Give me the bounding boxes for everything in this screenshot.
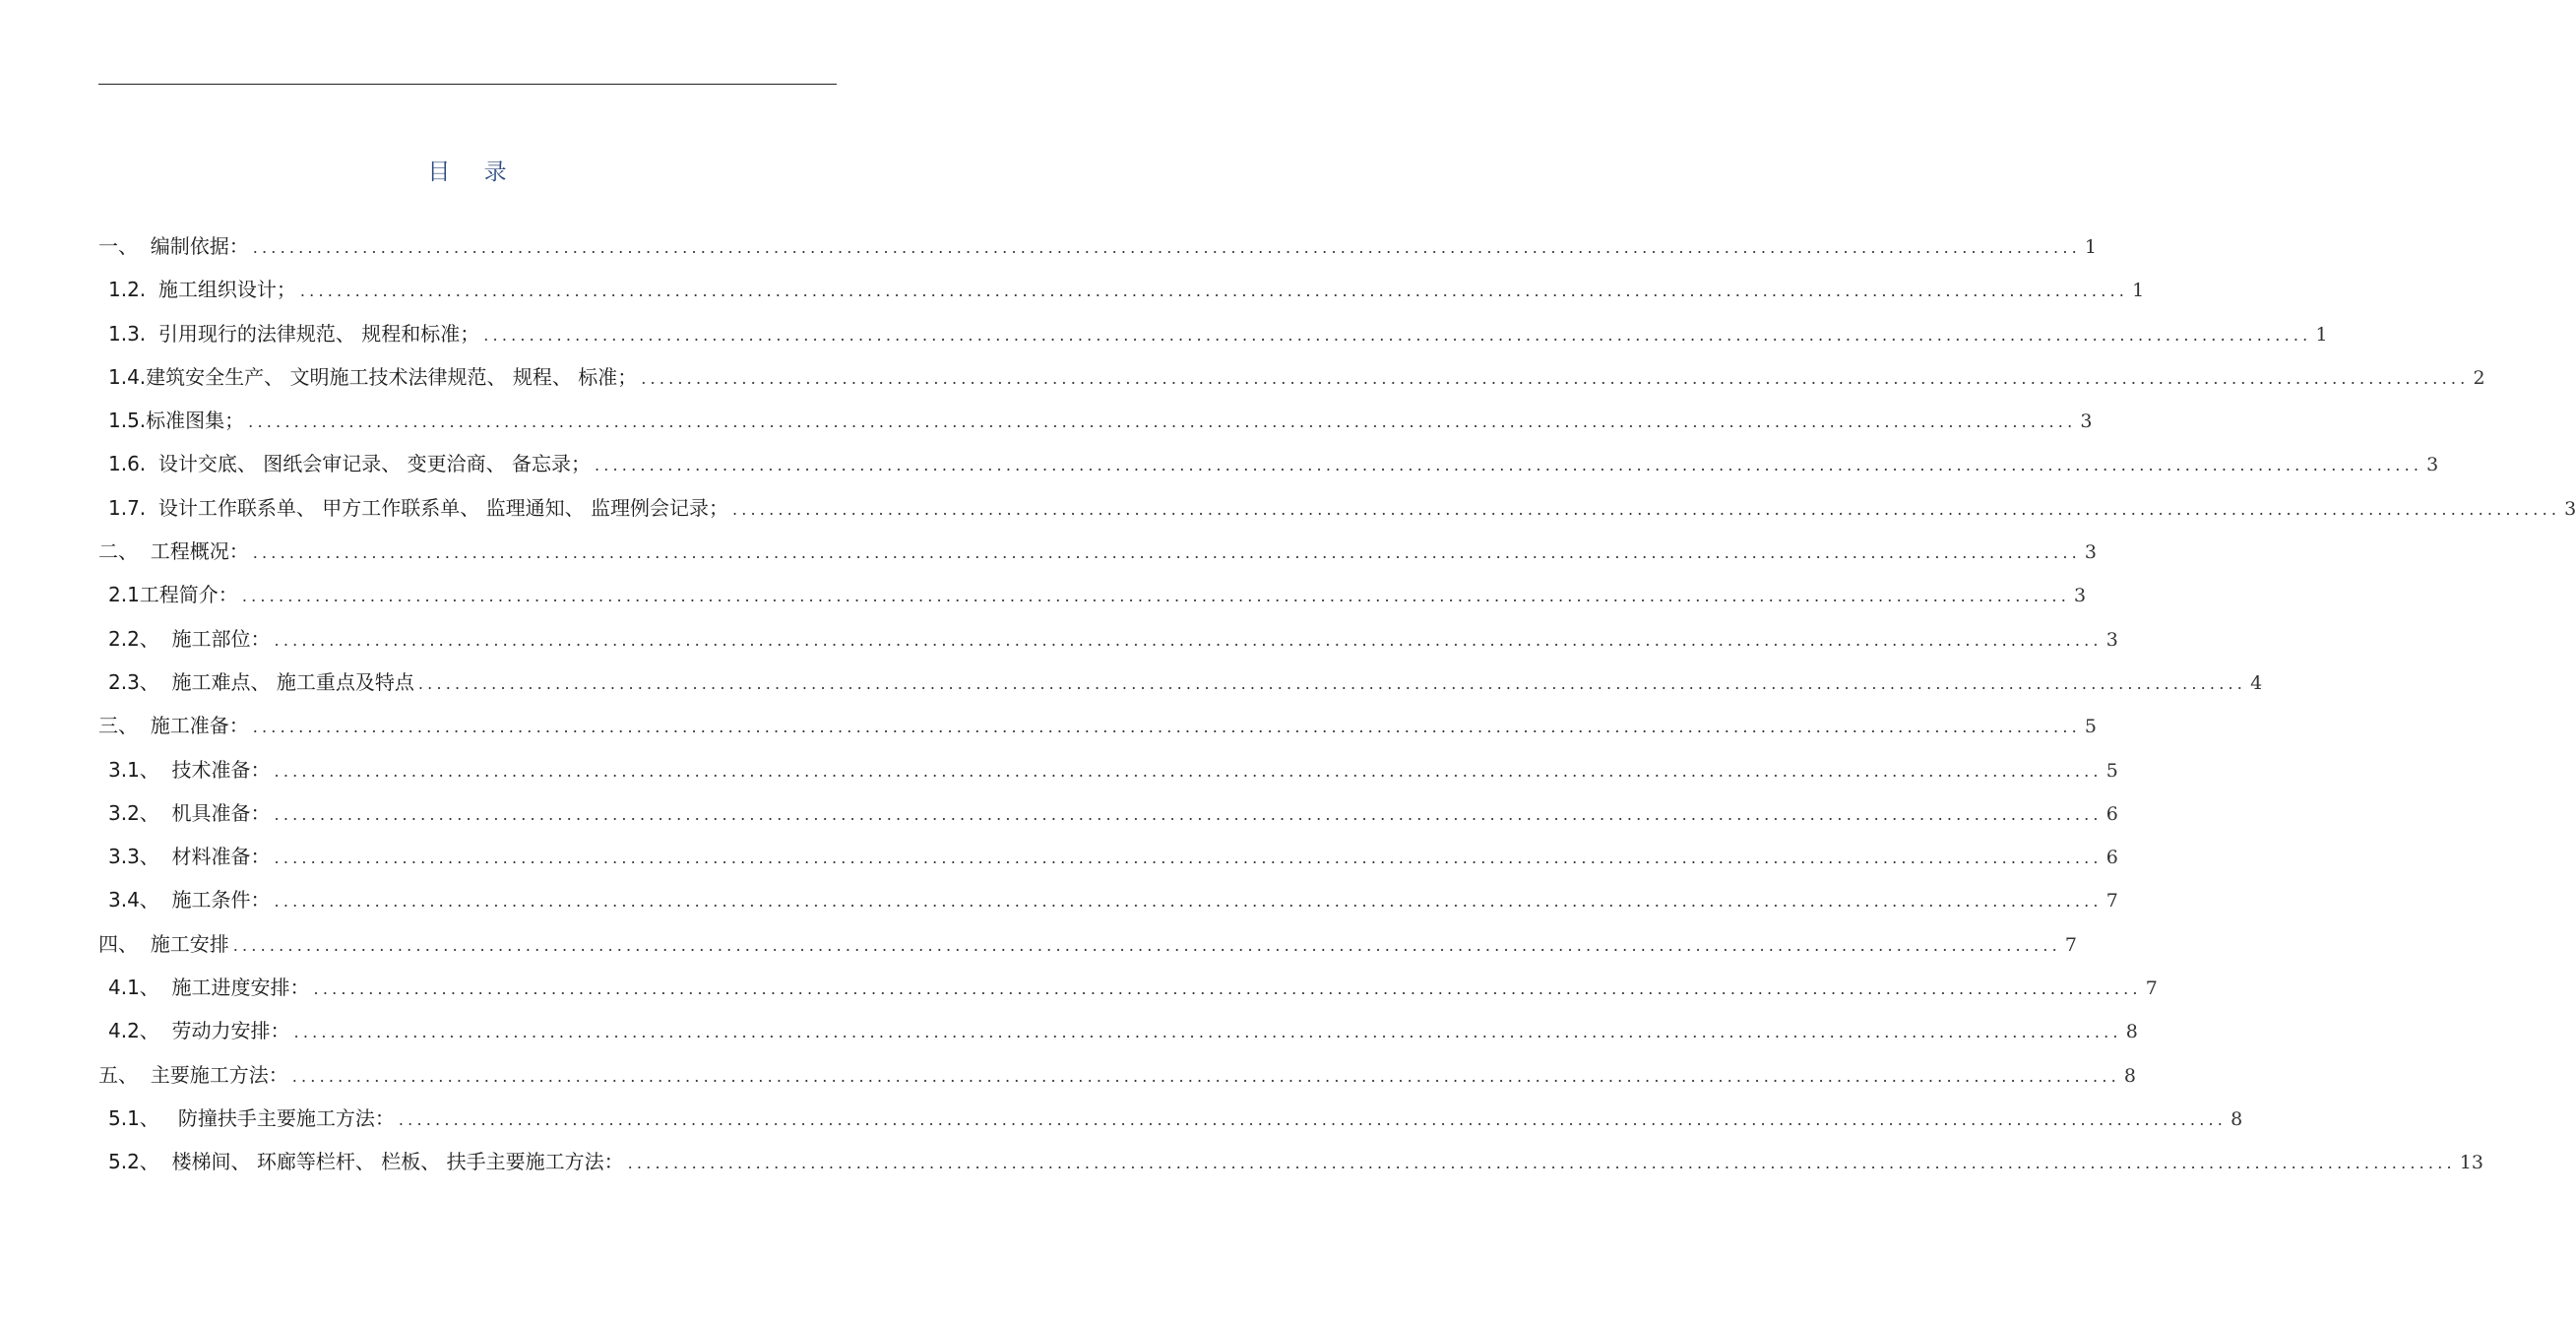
toc-dot-leader: ........................................................................................................................................................................................................ bbox=[398, 1109, 2228, 1129]
toc-dot-leader: ........................................................................................................................................................................................................ bbox=[483, 325, 2312, 345]
toc-entry-label: 1.7. 设计工作联系单、 甲方工作联系单、 监理通知、 监理例会记录； bbox=[108, 495, 728, 520]
toc-entry-label: 3.4、 施工条件： bbox=[108, 888, 271, 913]
toc-entry-label: 1.6. 设计交底、 图纸会审记录、 变更洽商、 备忘录； bbox=[108, 452, 591, 476]
toc-page-number: 1 bbox=[2084, 236, 2097, 258]
toc-page-number: 8 bbox=[2125, 1021, 2138, 1043]
toc-dot-leader: ........................................................................................................................................................................................................ bbox=[299, 282, 2129, 301]
toc-page-number: 3 bbox=[2080, 410, 2093, 433]
table-of-contents bbox=[98, 224, 2576, 1184]
toc-entry-label: 4.1、 施工进度安排： bbox=[108, 976, 310, 1000]
toc-entry-label: 五、 主要施工方法： bbox=[98, 1062, 288, 1087]
toc-entry[interactable] bbox=[98, 748, 2118, 791]
toc-page-number: 1 bbox=[2315, 323, 2328, 346]
toc-entry-label: 2.2、 施工部位： bbox=[108, 626, 271, 651]
toc-entry-label: 1.2. 施工组织设计； bbox=[108, 278, 296, 302]
toc-dot-leader: ........................................................................................................................................................................................................ bbox=[594, 456, 2423, 475]
toc-page-number: 8 bbox=[2123, 1064, 2136, 1087]
toc-dot-leader: ........................................................................................................................................................................................................ bbox=[252, 718, 2081, 737]
toc-page-number: 5 bbox=[2105, 759, 2118, 782]
toc-entry-label: 1.5.标准图集； bbox=[108, 409, 245, 433]
toc-page-number: 3 bbox=[2105, 628, 2118, 651]
toc-page-number: 4 bbox=[2250, 671, 2263, 694]
toc-entry[interactable] bbox=[98, 1053, 2136, 1097]
toc-page-number: 7 bbox=[2064, 933, 2077, 956]
toc-page-number: 2 bbox=[2473, 366, 2485, 389]
toc-dot-leader: ........................................................................................................................................................................................................ bbox=[731, 499, 2561, 519]
toc-entry[interactable] bbox=[98, 268, 2145, 311]
toc-dot-leader: ........................................................................................................................................................................................................ bbox=[252, 543, 2081, 563]
toc-dot-leader: ........................................................................................................................................................................................................ bbox=[252, 238, 2081, 257]
toc-entry[interactable] bbox=[98, 966, 2158, 1009]
toc-entry[interactable] bbox=[98, 878, 2118, 921]
header-rule bbox=[98, 84, 837, 85]
toc-page-number: 8 bbox=[2230, 1107, 2243, 1130]
toc-entry[interactable] bbox=[98, 1009, 2138, 1052]
toc-entry-label: 4.2、 劳动力安排： bbox=[108, 1019, 290, 1043]
toc-page-number: 3 bbox=[2084, 541, 2097, 564]
toc-entry[interactable] bbox=[98, 791, 2118, 835]
toc-dot-leader: ........................................................................................................................................................................................................ bbox=[241, 587, 2070, 606]
toc-entry[interactable] bbox=[98, 835, 2118, 878]
toc-page-number: 3 bbox=[2564, 497, 2576, 520]
toc-page-number: 7 bbox=[2105, 890, 2118, 913]
toc-entry-label: 2.1工程简介： bbox=[108, 583, 238, 607]
toc-entry[interactable] bbox=[98, 704, 2097, 747]
toc-entry[interactable] bbox=[98, 442, 2439, 485]
toc-dot-leader: ........................................................................................................................................................................................................ bbox=[274, 892, 2103, 912]
toc-entry[interactable] bbox=[98, 530, 2097, 573]
toc-page-number: 1 bbox=[2132, 280, 2145, 302]
toc-dot-leader: ........................................................................................................................................................................................................ bbox=[313, 979, 2142, 999]
toc-entry-label: 5.1、 防撞扶手主要施工方法： bbox=[108, 1105, 395, 1130]
toc-dot-leader: ........................................................................................................................................................................................................ bbox=[417, 673, 2247, 693]
toc-entry[interactable] bbox=[98, 486, 2576, 530]
toc-page-number: 6 bbox=[2105, 802, 2118, 825]
toc-dot-leader: ........................................................................................................................................................................................................ bbox=[641, 368, 2470, 388]
toc-dot-leader: ........................................................................................................................................................................................................ bbox=[274, 761, 2103, 781]
toc-entry-label: 1.3. 引用现行的法律规范、 规程和标准； bbox=[108, 321, 480, 346]
toc-entry[interactable] bbox=[98, 661, 2263, 704]
toc-entry-label: 1.4.建筑安全生产、 文明施工技术法律规范、 规程、 标准； bbox=[108, 364, 638, 389]
toc-dot-leader: ........................................................................................................................................................................................................ bbox=[293, 1023, 2122, 1042]
toc-entry[interactable] bbox=[98, 573, 2087, 616]
toc-entry[interactable] bbox=[98, 1097, 2243, 1140]
toc-entry-label: 二、 工程概况： bbox=[98, 539, 249, 564]
page-title: 目 录 bbox=[427, 159, 508, 185]
toc-page-number: 6 bbox=[2105, 847, 2118, 869]
toc-entry-label: 3.2、 机具准备： bbox=[108, 800, 271, 825]
toc-page-number: 5 bbox=[2084, 716, 2097, 738]
toc-entry[interactable] bbox=[98, 224, 2097, 268]
toc-dot-leader: ........................................................................................................................................................................................................ bbox=[248, 412, 2077, 432]
toc-entry[interactable] bbox=[98, 922, 2077, 966]
toc-page-number: 3 bbox=[2074, 585, 2087, 607]
toc-dot-leader: ........................................................................................................................................................................................................ bbox=[274, 804, 2103, 824]
toc-entry[interactable] bbox=[98, 1140, 2483, 1183]
toc-entry[interactable] bbox=[98, 312, 2328, 355]
toc-entry-label: 5.2、 楼梯间、 环廊等栏杆、 栏板、 扶手主要施工方法： bbox=[108, 1150, 624, 1174]
toc-entry[interactable] bbox=[98, 399, 2093, 442]
toc-entry-label: 四、 施工安排 bbox=[98, 931, 229, 956]
toc-page-number: 7 bbox=[2145, 977, 2158, 1000]
toc-entry-label: 一、 编制依据： bbox=[98, 234, 249, 258]
toc-entry[interactable] bbox=[98, 355, 2485, 399]
toc-page-number: 3 bbox=[2426, 454, 2439, 476]
toc-entry-label: 3.3、 材料准备： bbox=[108, 845, 271, 869]
toc-entry-label: 2.3、 施工难点、 施工重点及特点 bbox=[108, 669, 414, 694]
toc-dot-leader: ........................................................................................................................................................................................................ bbox=[274, 849, 2103, 868]
toc-dot-leader: ........................................................................................................................................................................................................ bbox=[627, 1154, 2456, 1173]
toc-entry-label: 三、 施工准备： bbox=[98, 714, 249, 738]
toc-dot-leader: ........................................................................................................................................................................................................ bbox=[291, 1066, 2120, 1086]
toc-entry[interactable] bbox=[98, 617, 2118, 661]
toc-entry-label: 3.1、 技术准备： bbox=[108, 757, 271, 782]
toc-page-number: 13 bbox=[2459, 1152, 2483, 1174]
toc-dot-leader: ........................................................................................................................................................................................................ bbox=[232, 935, 2061, 955]
toc-dot-leader: ........................................................................................................................................................................................................ bbox=[274, 630, 2103, 650]
